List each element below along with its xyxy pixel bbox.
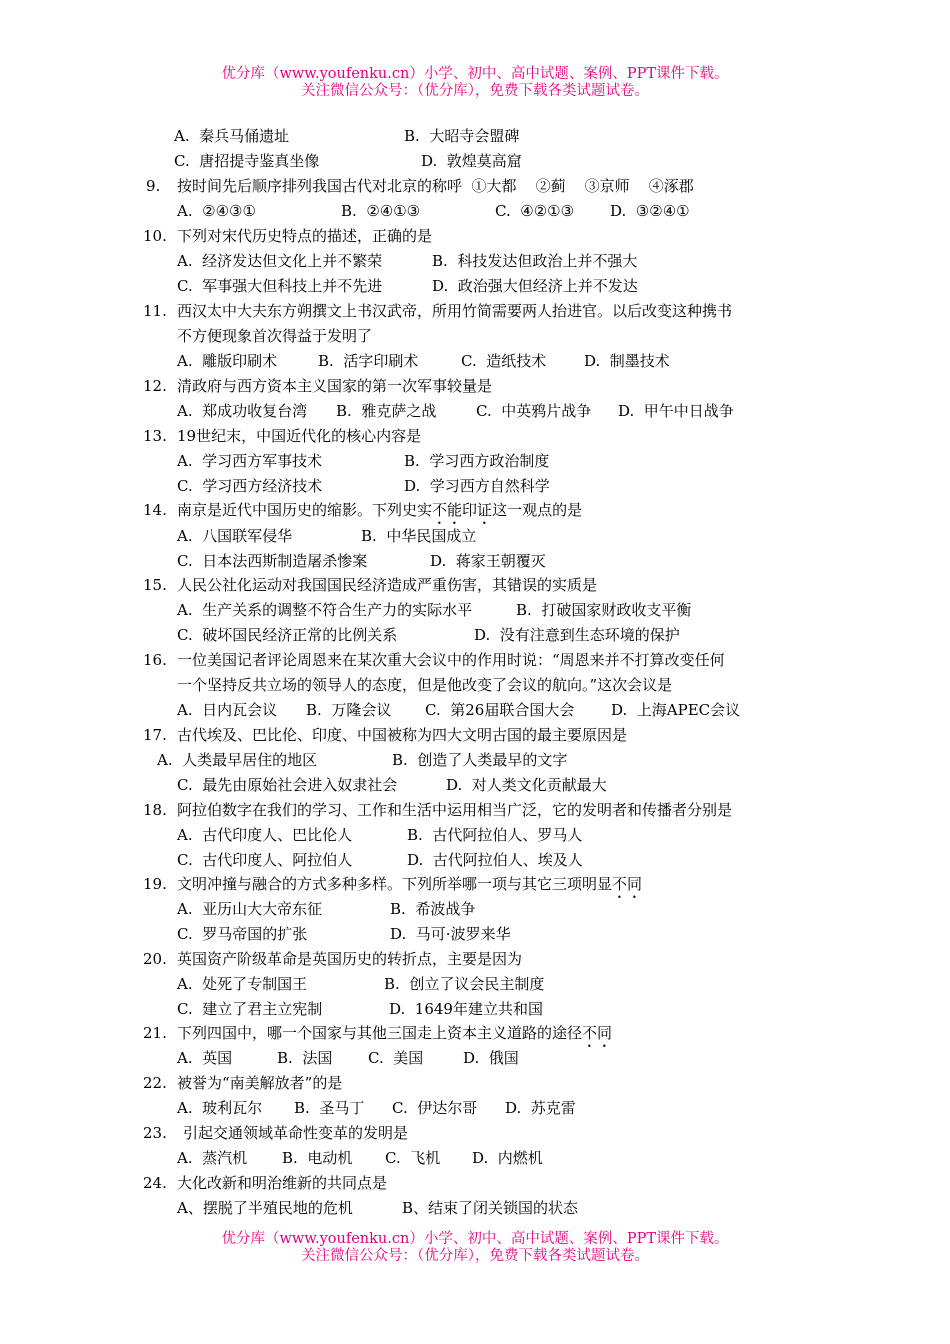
q22-option-c: C. 伊达尔哥 (392, 1099, 478, 1117)
q21-option-d: D. 俄国 (463, 1049, 519, 1067)
q15-option-b: B. 打破国家财政收支平衡 (516, 601, 692, 619)
q19-option-a: A. 亚历山大大帝东征 (177, 900, 323, 918)
q10-option-d: D. 政治强大但经济上并不发达 (432, 277, 638, 295)
q8-option-b: B. 大昭寺会盟碑 (404, 127, 520, 145)
q13-option-b: B. 学习西方政治制度 (404, 452, 550, 470)
q11-number: 11. (143, 302, 167, 320)
q24-number: 24. (143, 1174, 167, 1192)
q14-stem-emphasis: 不能 (432, 501, 463, 519)
q15-option-c: C. 破坏国民经济正常的比例关系 (177, 626, 398, 644)
q18-stem: 阿拉伯数字在我们的学习、工作和生活中运用相当广泛，它的发明者和传播者分别是 (177, 801, 733, 819)
q14-stem-post: 这一观点的是 (492, 501, 583, 519)
q15-option-a: A. 生产关系的调整不符合生产力的实际水平 (177, 601, 473, 619)
q14-option-c: C. 日本法西斯制造屠杀惨案 (177, 552, 368, 570)
q20-option-a: A. 处死了专制国王 (177, 975, 308, 993)
q16-option-d: D. 上海APEC会议 (611, 701, 741, 719)
q22-stem: 被誉为“南美解放者”的是 (177, 1074, 343, 1092)
q8-option-a: A. 秦兵马俑遗址 (174, 127, 290, 145)
q19-stem-emphasis: 不同 (612, 875, 643, 893)
q12-option-c: C. 中英鸦片战争 (476, 402, 592, 420)
q16-number: 16. (143, 651, 167, 669)
q14-stem-mid: 印 (462, 501, 478, 519)
q24-option-b: B、结束了闭关锁国的状态 (402, 1199, 579, 1217)
header-banner (0, 66, 950, 100)
q16-stem-line1: 一位美国记者评论周恩来在某次重大会议中的作用时说：“周恩来并不打算改变任何 (177, 651, 725, 669)
q23-stem: 引起交通领域革命性变革的发明是 (183, 1124, 409, 1142)
q22-option-b: B. 圣马丁 (294, 1099, 365, 1117)
q13-option-d: D. 学习西方自然科学 (404, 477, 550, 495)
q10-option-c: C. 军事强大但科技上并不先进 (177, 277, 383, 295)
q19-number: 19. (143, 875, 167, 893)
q14-option-a: A. 八国联军侵华 (177, 527, 293, 545)
q9-option-b: B. ②④①③ (341, 202, 421, 220)
q19-stem (177, 874, 642, 902)
q13-option-c: C. 学习西方经济技术 (177, 477, 323, 495)
q14-option-b: B. 中华民国成立 (361, 527, 477, 545)
q20-option-c: C. 建立了君主立宪制 (177, 1000, 323, 1018)
q9-option-d: D. ③②④① (610, 202, 690, 220)
header-line-1[interactable]: 优分库（www.youfenku.cn）小学、初中、高中试题、案例、PPT课件下载。 (221, 66, 729, 82)
q19-option-b: B. 希波战争 (390, 900, 476, 918)
q11-option-d: D. 制墨技术 (584, 352, 670, 370)
q15-number: 15. (143, 576, 167, 594)
q15-option-d: D. 没有注意到生态环境的保护 (474, 626, 680, 644)
q23-number: 23. (143, 1124, 167, 1142)
q11-stem-line1: 西汉太中大夫东方朔撰文上书汉武帝，所用竹简需要两人抬进官。以后改变这种携书 (177, 302, 733, 320)
q23-option-d: D. 内燃机 (472, 1149, 543, 1167)
q13-number: 13. (143, 427, 167, 445)
footer-line-1[interactable]: 优分库（www.youfenku.cn）小学、初中、高中试题、案例、PPT课件下载。 (221, 1231, 729, 1247)
q23-option-c: C. 飞机 (385, 1149, 441, 1167)
q21-option-c: C. 美国 (368, 1049, 424, 1067)
q17-option-c: C. 最先由原始社会进入奴隶社会 (177, 776, 398, 794)
q10-option-b: B. 科技发达但政治上并不强大 (432, 252, 638, 270)
q17-option-b: B. 创造了人类最早的文字 (392, 751, 568, 769)
q17-stem: 古代埃及、巴比伦、印度、中国被称为四大文明古国的最主要原因是 (177, 726, 628, 744)
q20-stem: 英国资产阶级革命是英国历史的转折点，主要是因为 (177, 950, 523, 968)
q12-stem: 清政府与西方资本主义国家的第一次军事较量是 (177, 377, 493, 395)
q18-option-b: B. 古代阿拉伯人、罗马人 (407, 826, 583, 844)
q12-option-d: D. 甲午中日战争 (618, 402, 734, 420)
q8-option-d: D. 敦煌莫高窟 (421, 152, 522, 170)
q16-option-a: A. 日内瓦会议 (177, 701, 278, 719)
footer-line-2: 关注微信公众号：（优分库），免费下载各类试题试卷。 (301, 1248, 649, 1264)
q11-option-a: A. 雕版印刷术 (177, 352, 278, 370)
q14-stem (177, 500, 582, 528)
q18-option-a: A. 古代印度人、巴比伦人 (177, 826, 353, 844)
q16-option-b: B. 万隆会议 (306, 701, 392, 719)
q22-number: 22. (143, 1074, 167, 1092)
q17-option-a: A. 人类最早居住的地区 (157, 751, 318, 769)
q22-option-a: A. 玻利瓦尔 (177, 1099, 263, 1117)
footer-banner (0, 1231, 950, 1265)
q13-stem: 19世纪末，中国近代化的核心内容是 (177, 427, 422, 445)
q11-option-c: C. 造纸技术 (461, 352, 547, 370)
q21-number: 21. (143, 1024, 167, 1042)
q11-stem-line2: 不方便现象首次得益于发明了 (177, 327, 373, 345)
q10-number: 10. (143, 227, 167, 245)
q9-option-a: A. ②④③① (177, 202, 256, 220)
q14-stem-emphasis-2: 证 (477, 501, 493, 519)
q16-stem-line2: 一个坚持反共立场的领导人的态度，但是他改变了会议的航向。”这次会议是 (177, 676, 673, 694)
q12-option-a: A. 郑成功收复台湾 (177, 402, 308, 420)
q21-stem-pre: 下列四国中，哪一个国家与其他三国走上资本主义道路的途径 (177, 1024, 583, 1042)
q11-option-b: B. 活字印刷术 (318, 352, 419, 370)
q14-number: 14. (143, 501, 167, 519)
q12-number: 12. (143, 377, 167, 395)
q20-option-d: D. 1649年建立共和国 (389, 1000, 543, 1018)
header-line-2: 关注微信公众号：（优分库），免费下载各类试题试卷。 (301, 83, 649, 99)
q14-option-d: D. 蒋家王朝覆灭 (430, 552, 546, 570)
q20-option-b: B. 创立了议会民主制度 (384, 975, 545, 993)
q9-option-c: C. ④②①③ (495, 202, 575, 220)
q18-option-c: C. 古代印度人、阿拉伯人 (177, 851, 353, 869)
q10-option-a: A. 经济发达但文化上并不繁荣 (177, 252, 383, 270)
q14-stem-pre: 南京是近代中国历史的缩影。下列史实 (177, 501, 433, 519)
q23-option-b: B. 电动机 (282, 1149, 353, 1167)
q19-option-d: D. 马可·波罗来华 (390, 925, 511, 943)
q9-number: 9. (146, 177, 161, 195)
q17-number: 17. (143, 726, 167, 744)
q8-option-c: C. 唐招提寺鉴真坐像 (174, 152, 320, 170)
q19-option-c: C. 罗马帝国的扩张 (177, 925, 308, 943)
q23-option-a: A. 蒸汽机 (177, 1149, 248, 1167)
q21-stem (177, 1023, 612, 1051)
q21-option-b: B. 法国 (277, 1049, 333, 1067)
q22-option-d: D. 苏克雷 (505, 1099, 576, 1117)
q24-option-a: A、摆脱了半殖民地的危机 (177, 1199, 353, 1217)
q12-option-b: B. 雅克萨之战 (336, 402, 437, 420)
q15-stem: 人民公社化运动对我国国民经济造成严重伤害，其错误的实质是 (177, 576, 598, 594)
q18-number: 18. (143, 801, 167, 819)
q10-stem: 下列对宋代历史特点的描述，正确的是 (177, 227, 433, 245)
q17-option-d: D. 对人类文化贡献最大 (446, 776, 607, 794)
q24-stem: 大化改新和明治维新的共同点是 (177, 1174, 388, 1192)
q19-stem-pre: 文明冲撞与融合的方式多种多样。下列所举哪一项与其它三项明显 (177, 875, 613, 893)
q9-stem: 按时间先后顺序排列我国古代对北京的称呼 ①大都 ②蓟 ③京师 ④涿郡 (177, 177, 694, 195)
q21-stem-emphasis: 不同 (582, 1024, 613, 1042)
q16-option-c: C. 第26届联合国大会 (425, 701, 575, 719)
q18-option-d: D. 古代阿拉伯人、埃及人 (407, 851, 583, 869)
q21-option-a: A. 英国 (177, 1049, 233, 1067)
q13-option-a: A. 学习西方军事技术 (177, 452, 323, 470)
q20-number: 20. (143, 950, 167, 968)
